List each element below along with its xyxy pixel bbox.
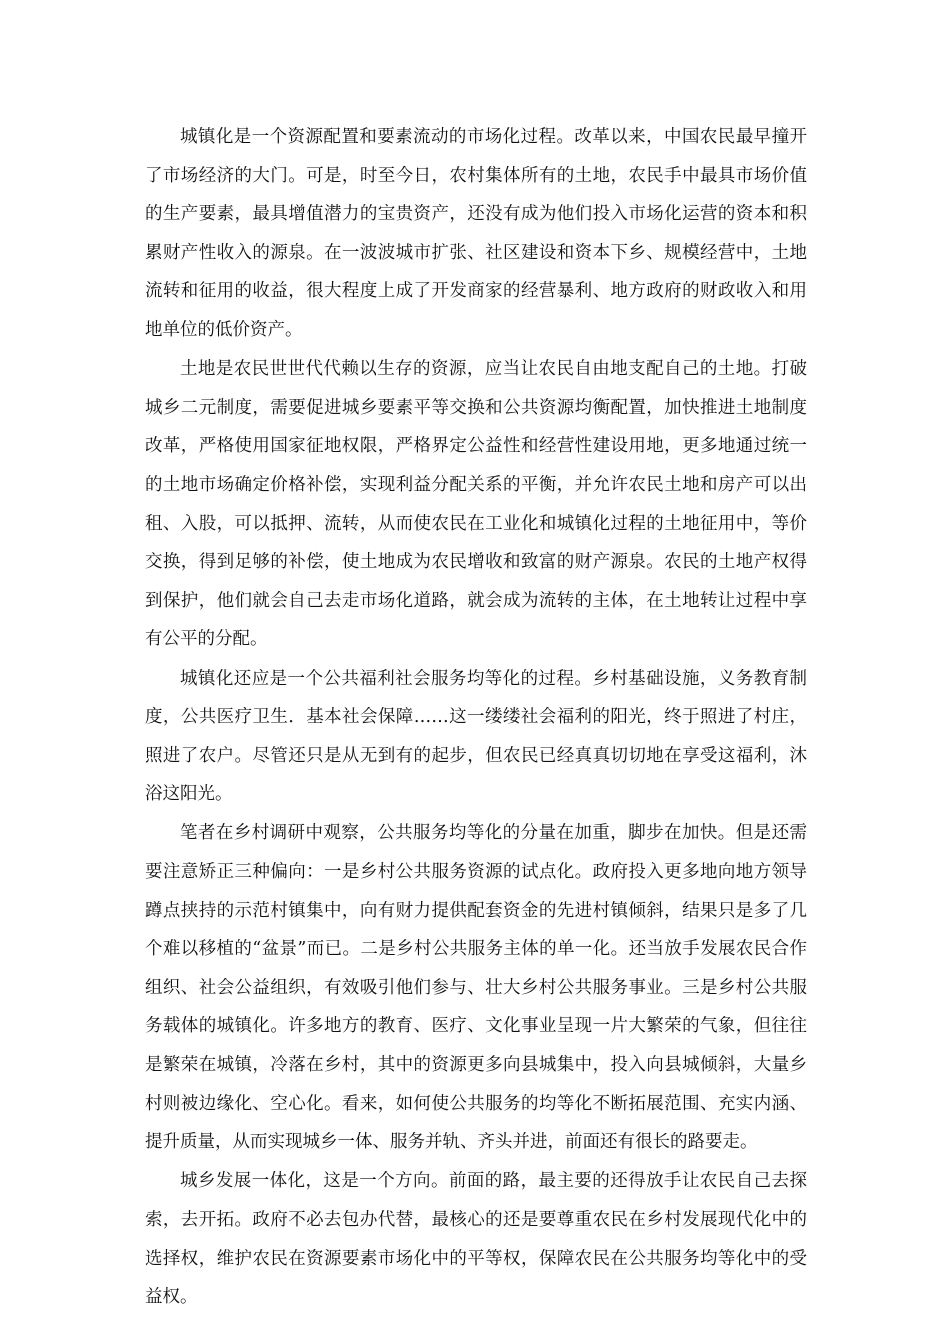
paragraph-4: 笔者在乡村调研中观察，公共服务均等化的分量在加重，脚步在加快。但是还需要注意矫正三种偏向：一是乡村公共服务资源的试点化。政府投入更多地向地方领导蹲点挟持的示范村镇集中，向有财力提供配套资金的先进村镇倾斜，结果只是多了几个难以移植的“盆景”而已。二是乡村公共服务主体的单一化。还当放手发展农民合作组织、社会公益组织，有效吸引他们参与、壮大乡村公共服务事业。三是乡村公共服务载体的城镇化。许多地方的教育、医疗、文化事业呈现一片大繁荣的气象，但往往是繁荣在城镇，冷落在乡村，其中的资源更多向县城集中，投入向县城倾斜，大量乡村则被边缘化、空心化。看来，如何使公共服务的均等化不断拓展范围、充实内涵、提升质量，从而实现城乡一体、服务并轨、齐头并进，前面还有很长的路要走。 bbox=[145, 823, 807, 1153]
paragraph-1: 城镇化是一个资源配置和要素流动的市场化过程。改革以来，中国农民最早撞开了市场经济的大门。可是，时至今日，农村集体所有的土地，农民手中最具市场价值的生产要素，最具增值潜力的宝贵资产，还没有成为他们投入市场化运营的资本和积累财产性收入的源泉。在一波波城市扩张、社区建设和资本下乡、规模经营中，土地流转和征用的收益，很大程度上成了开发商家的经营暴利、地方政府的财政收入和用地单位的低价资产。 bbox=[145, 127, 807, 340]
paragraph-2: 土地是农民世世代代赖以生存的资源，应当让农民自由地支配自己的土地。打破城乡二元制度，需要促进城乡要素平等交换和公共资源均衡配置，加快推进土地制度改革，严格使用国家征地权限，严格界定公益性和经营性建设用地，更多地通过统一的土地市场确定价格补偿，实现利益分配关系的平衡，并允许农民土地和房产可以出租、入股，可以抵押、流转，从而使农民在工业化和城镇化过程的土地征用中，等价交换，得到足够的补偿，使土地成为农民增收和致富的财产源泉。农民的土地产权得到保护，他们就会自己去走市场化道路，就会成为流转的主体，在土地转让过程中享有公平的分配。 bbox=[145, 359, 807, 650]
article-body bbox=[145, 118, 807, 1317]
paragraph-3: 城镇化还应是一个公共福利社会服务均等化的过程。乡村基础设施，义务教育制度，公共医疗卫生．基本社会保障……这一缕缕社会福利的阳光，终于照进了村庄，照进了农户。尽管还只是从无到有的起步，但农民已经真真切切地在享受这福利，沐浴这阳光。 bbox=[145, 668, 807, 805]
paragraph-5: 城乡发展一体化，这是一个方向。前面的路，最主要的还得放手让农民自己去探索，去开拓。政府不必去包办代替，最核心的还是要尊重农民在乡村发展现代化中的选择权，维护农民在资源要素市场化中的平等权，保障农民在公共服务均等化中的受益权。 bbox=[145, 1171, 807, 1308]
